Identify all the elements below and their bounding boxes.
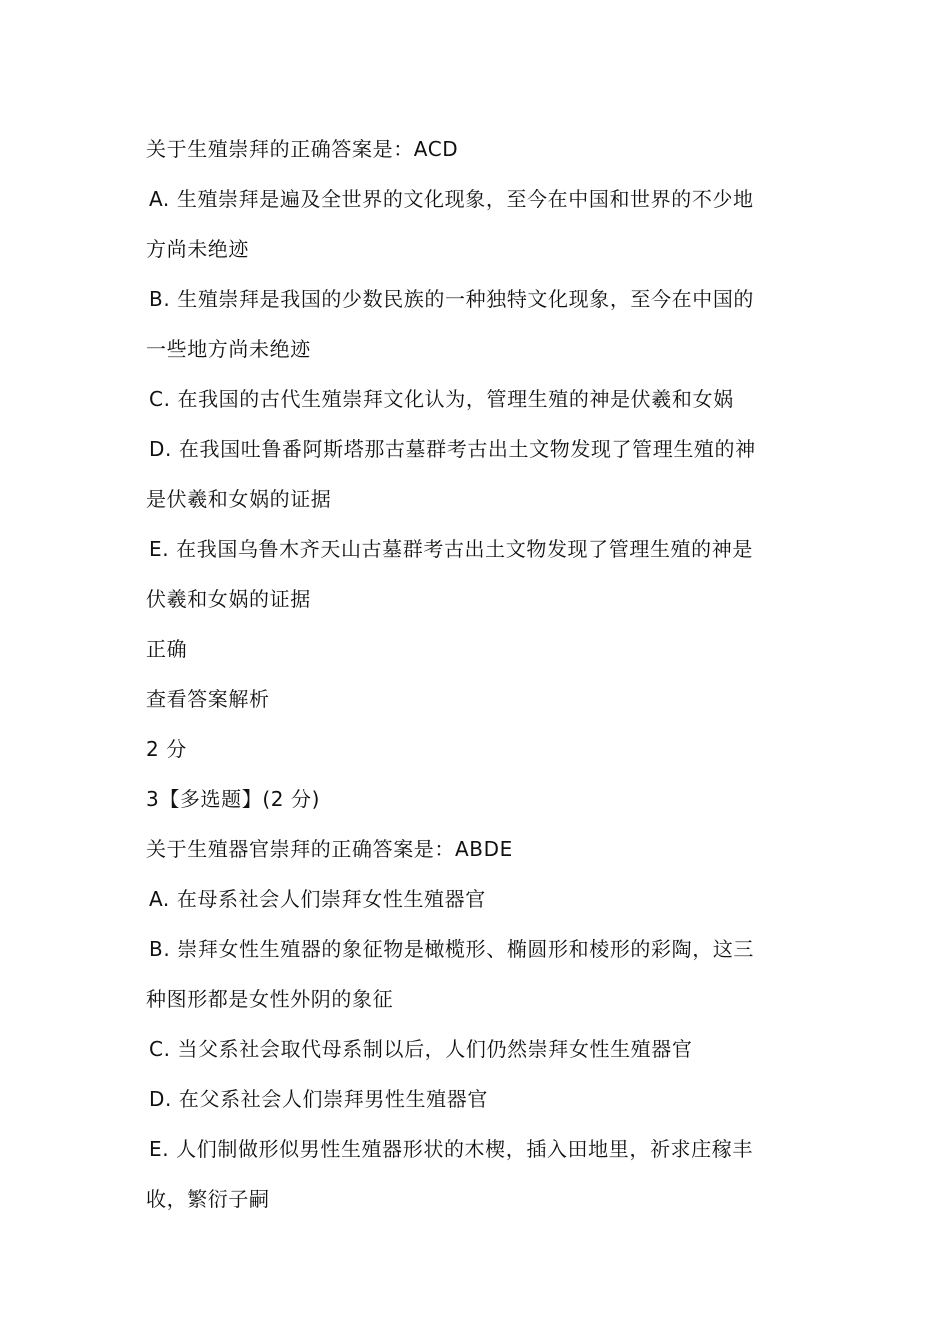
q3-option-a: A. 在母系社会人们崇拜女性生殖器官: [149, 887, 486, 911]
view-analysis-link[interactable]: 查看答案解析: [146, 687, 270, 711]
q3-option-e-cont: 收，繁衍子嗣: [146, 1187, 270, 1211]
q3-option-e: E. 人们制做形似男性生殖器形状的木楔，插入田地里，祈求庄稼丰: [149, 1137, 753, 1161]
q2-option-a: A. 生殖崇拜是遍及全世界的文化现象，至今在中国和世界的不少地: [149, 187, 754, 211]
q3-option-d: D. 在父系社会人们崇拜男性生殖器官: [149, 1087, 488, 1111]
q2-option-b-cont: 一些地方尚未绝迹: [146, 337, 311, 361]
q2-option-d: D. 在我国吐鲁番阿斯塔那古墓群考古出土文物发现了管理生殖的神: [149, 437, 756, 461]
document-page: [146, 124, 806, 1224]
q3-option-c: C. 当父系社会取代母系制以后，人们仍然崇拜女性生殖器官: [149, 1037, 693, 1061]
q2-option-e: E. 在我国乌鲁木齐天山古墓群考古出土文物发现了管理生殖的神是: [149, 537, 753, 561]
q3-option-b: B. 崇拜女性生殖器的象征物是橄榄形、椭圆形和棱形的彩陶，这三: [149, 937, 755, 961]
q2-option-e-cont: 伏羲和女娲的证据: [146, 587, 311, 611]
q2-option-c: C. 在我国的古代生殖崇拜文化认为，管理生殖的神是伏羲和女娲: [149, 387, 734, 411]
q2-option-a-cont: 方尚未绝迹: [146, 237, 249, 261]
q3-option-b-cont: 种图形都是女性外阴的象征: [146, 987, 394, 1011]
q3-answer-line: 关于生殖器官崇拜的正确答案是：ABDE: [146, 837, 513, 861]
q2-option-d-cont: 是伏羲和女娲的证据: [146, 487, 332, 511]
q2-status: 正确: [146, 637, 188, 661]
q2-score: 2 分: [146, 737, 187, 761]
q2-option-b: B. 生殖崇拜是我国的少数民族的一种独特文化现象，至今在中国的: [149, 287, 755, 311]
q2-answer-line: 关于生殖崇拜的正确答案是：ACD: [146, 137, 459, 161]
q3-header: 3【多选题】(2 分): [146, 787, 321, 811]
